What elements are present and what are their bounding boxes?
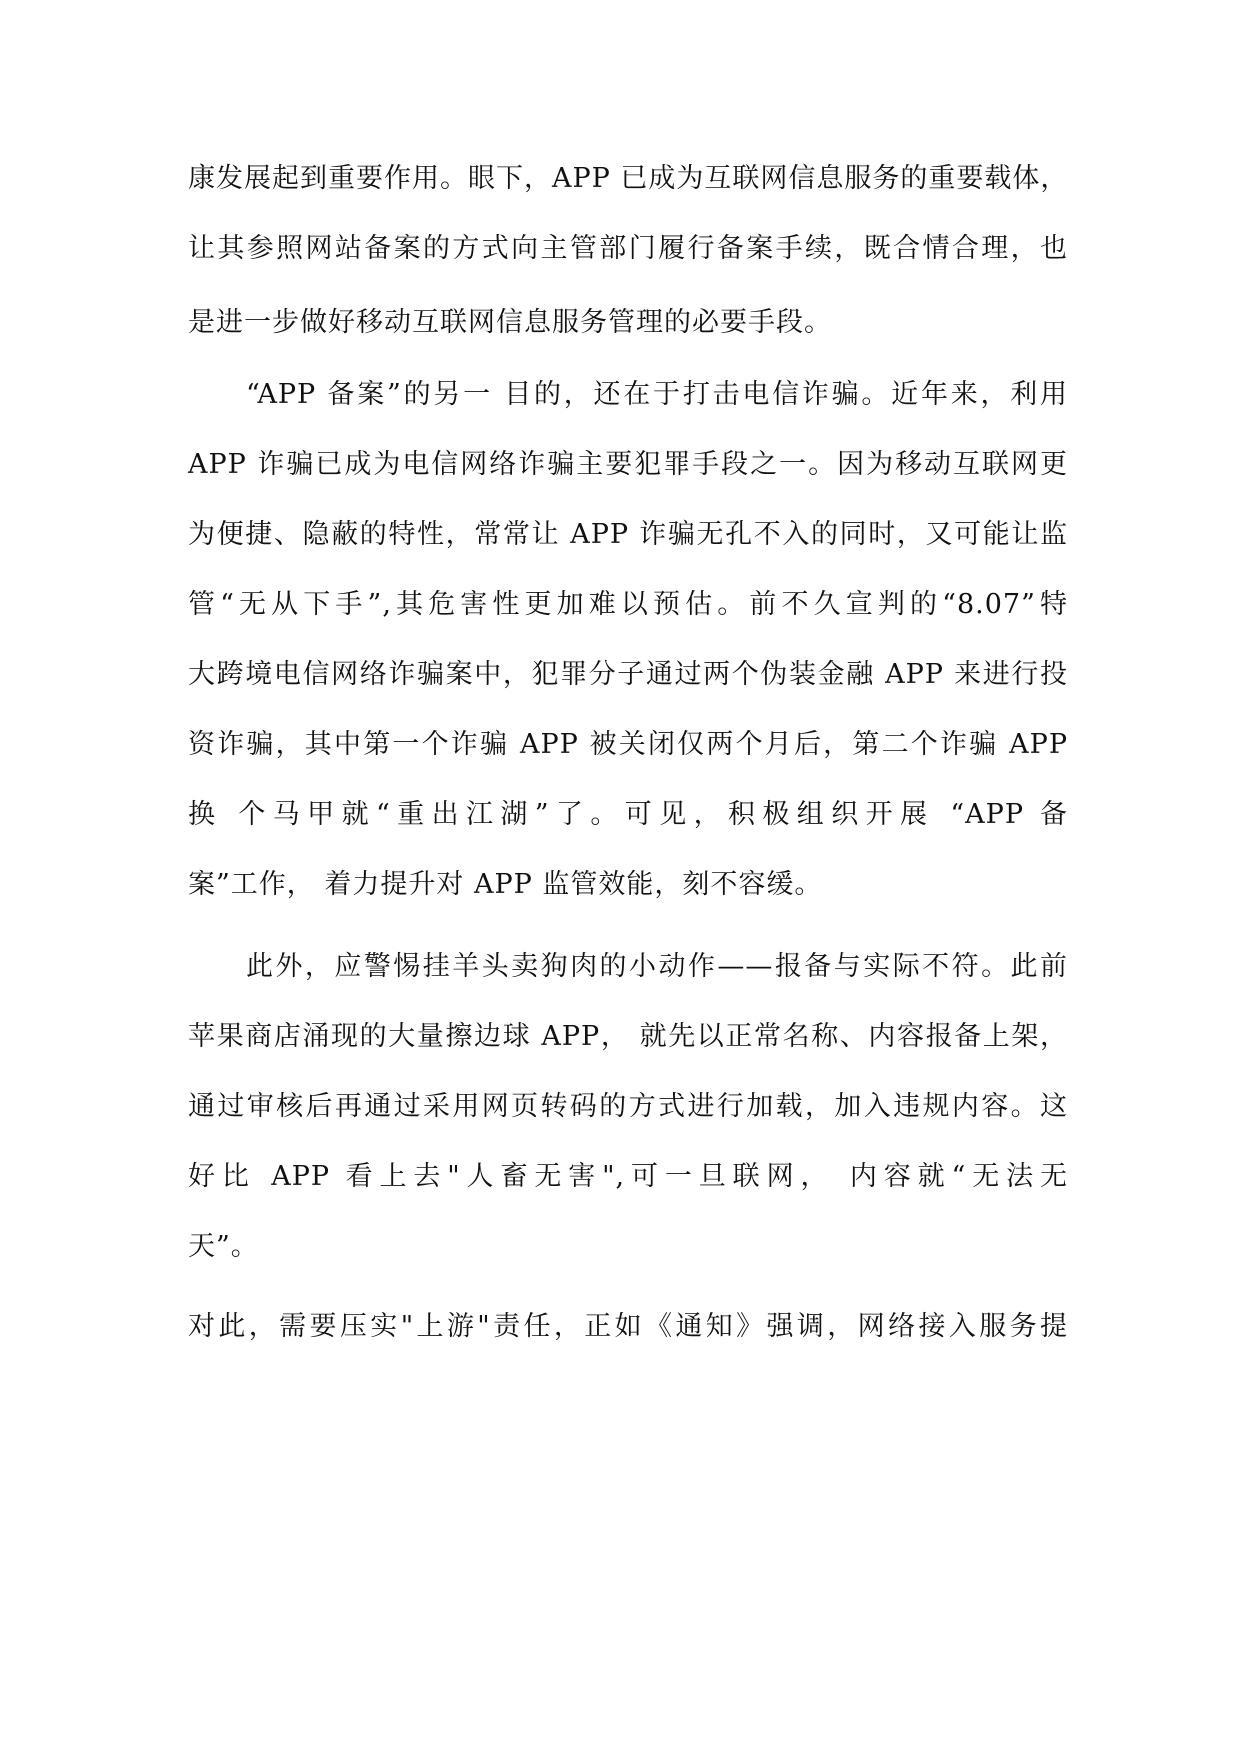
text-line: 大跨境电信网络诈骗案中，犯罪分子通过两个伪装金融 APP 来进行投 [188,659,1068,690]
text-line: 案”工作， 着力提升对 APP 监管效能，刻不容缓。 [188,869,823,900]
text-line: 此外，应警惕挂羊头卖狗肉的小动作——报备与实际不符。此前 [246,951,1068,982]
text-line: 康发展起到重要作用。眼下，APP 已成为互联网信息服务的重要载体， [188,163,1069,194]
text-line: 通过审核后再通过采用网页转码的方式进行加载，加入违规内容。这 [188,1091,1068,1122]
text-line: 管“无从下手”,其危害性更加难以预估。前不久宣判的“8.07”特 [188,589,1068,620]
text-line: 天”。 [188,1231,259,1262]
text-line: 让其参照网站备案的方式向主管部门履行备案手续，既合情合理，也 [188,233,1068,264]
text-line: 是进一步做好移动互联网信息服务管理的必要手段。 [188,307,832,338]
text-line: 苹果商店涌现的大量擦边球 APP， 就先以正常名称、内容报备上架， [188,1021,1068,1052]
text-line: 好比 APP 看上去"人畜无害",可一旦联网， 内容就“无法无 [188,1161,1068,1192]
text-line: 为便捷、隐蔽的特性，常常让 APP 诈骗无孔不入的同时，又可能让监 [188,519,1068,550]
text-line: APP 诈骗已成为电信网络诈骗主要犯罪手段之一。因为移动互联网更 [188,449,1068,480]
text-line: 对此，需要压实"上游"责任，正如《通知》强调，网络接入服务提 [188,1311,1068,1342]
text-line: 资诈骗，其中第一个诈骗 APP 被关闭仅两个月后，第二个诈骗 APP [188,729,1068,760]
text-line: 换 个马甲就“重出江湖”了。可见，积极组织开展 “APP 备 [188,799,1068,830]
text-line: “APP 备案”的另一 目的，还在于打击电信诈骗。近年来，利用 [246,379,1068,410]
